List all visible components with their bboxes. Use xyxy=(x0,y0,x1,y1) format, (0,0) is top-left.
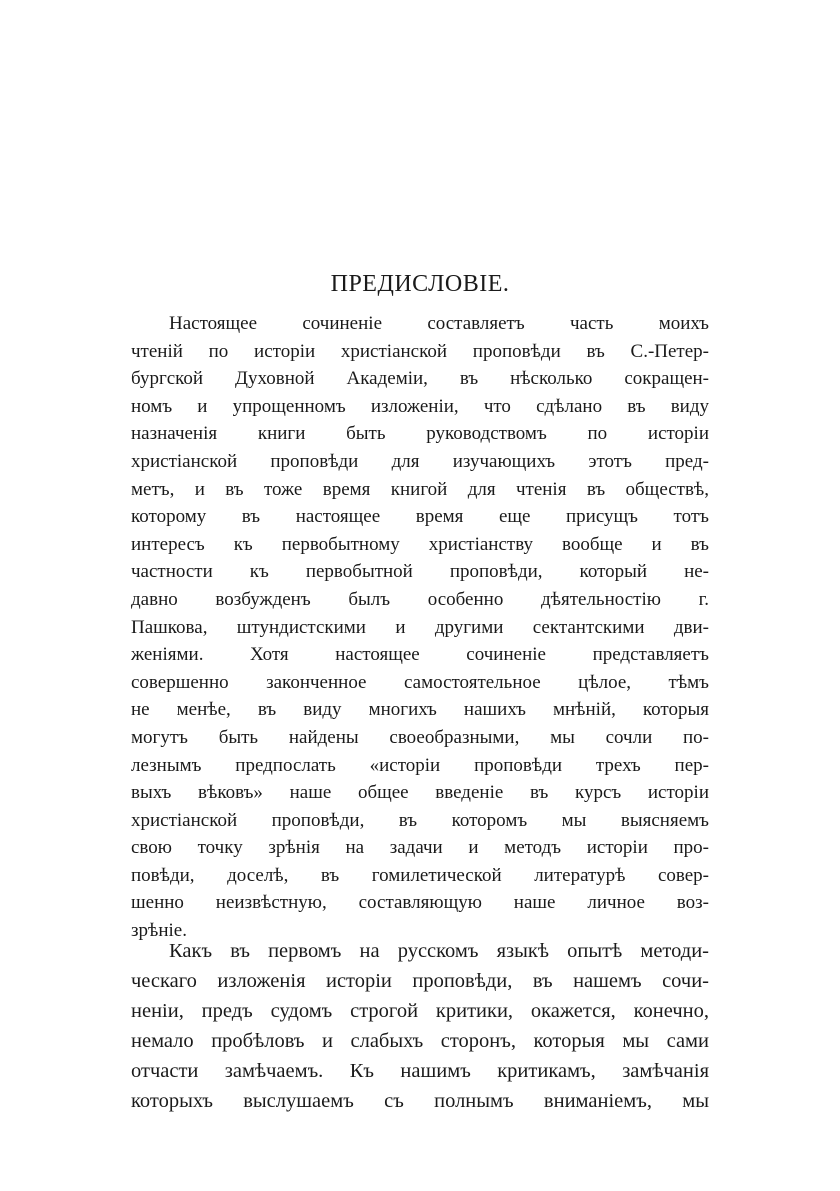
text-line: христіанской проповѣди, въ которомъ мы выясняемъ xyxy=(131,809,709,831)
text-line: свою точку зрѣнія на задачи и методъ исторіи про- xyxy=(131,837,709,859)
paragraph-1 xyxy=(131,310,709,945)
text-line: неніи, предъ судомъ строгой критики, окажется, конечно, xyxy=(131,1000,709,1022)
text-line: не менѣе, въ виду многихъ нашихъ мнѣній, которыя xyxy=(131,699,709,721)
text-line: ческаго изложенія исторіи проповѣди, въ нашемъ сочи- xyxy=(131,970,709,992)
text-line: которыхъ выслушаемъ съ полнымъ вниманіемъ, мы xyxy=(131,1090,709,1112)
text-line: номъ и упрощенномъ изложеніи, что сдѣлано въ виду xyxy=(131,395,709,417)
text-line: Настоящее сочиненіе составляетъ часть моихъ xyxy=(169,313,709,334)
paragraph-2 xyxy=(131,936,709,1116)
text-line: зрѣніе. xyxy=(131,920,187,942)
text-line: выхъ вѣковъ» наше общее введеніе въ курсъ исторіи xyxy=(131,782,709,804)
text-line: Какъ въ первомъ на русскомъ языкѣ опытѣ методи- xyxy=(169,940,709,962)
text-line: женіями. Хотя настоящее сочиненіе представляетъ xyxy=(131,644,709,666)
text-line: назначенія книги быть руководствомъ по исторіи xyxy=(131,423,709,445)
page-title: ПРЕДИСЛОВІЕ. xyxy=(330,271,510,297)
text-line: метъ, и въ тоже время книгой для чтенія въ обществѣ, xyxy=(131,478,709,500)
text-line: интересъ къ первобытному христіанству вообще и въ xyxy=(131,533,709,555)
text-line: совершенно законченное самостоятельное цѣлое, тѣмъ xyxy=(131,671,709,693)
text-line: бургской Духовной Академіи, въ нѣсколько сокращен- xyxy=(131,368,709,390)
text-line: частности къ первобытной проповѣди, который не- xyxy=(131,561,709,583)
text-line: христіанской проповѣди для изучающихъ этотъ пред- xyxy=(131,450,709,472)
text-line: немало пробѣловъ и слабыхъ сторонъ, которыя мы сами xyxy=(131,1030,709,1052)
text-line: повѣди, доселѣ, въ гомилетической литературѣ совер- xyxy=(131,864,709,886)
text-line: лезнымъ предпослать «исторіи проповѣди трехъ пер- xyxy=(131,754,709,776)
text-line: давно возбужденъ былъ особенно дѣятельностію г. xyxy=(131,588,709,610)
text-line: могутъ быть найдены своеобразными, мы сочли по- xyxy=(131,726,709,748)
text-line: чтеній по исторіи христіанской проповѣди въ С.-Петер- xyxy=(131,340,709,362)
text-line: отчасти замѣчаемъ. Къ нашимъ критикамъ, замѣчанія xyxy=(131,1060,709,1082)
text-line: Пашкова, штундистскими и другими сектантскими дви- xyxy=(131,616,709,638)
text-line: которому въ настоящее время еще присущъ тотъ xyxy=(131,506,709,528)
text-line: шенно неизвѣстную, составляющую наше личное воз- xyxy=(131,892,709,914)
